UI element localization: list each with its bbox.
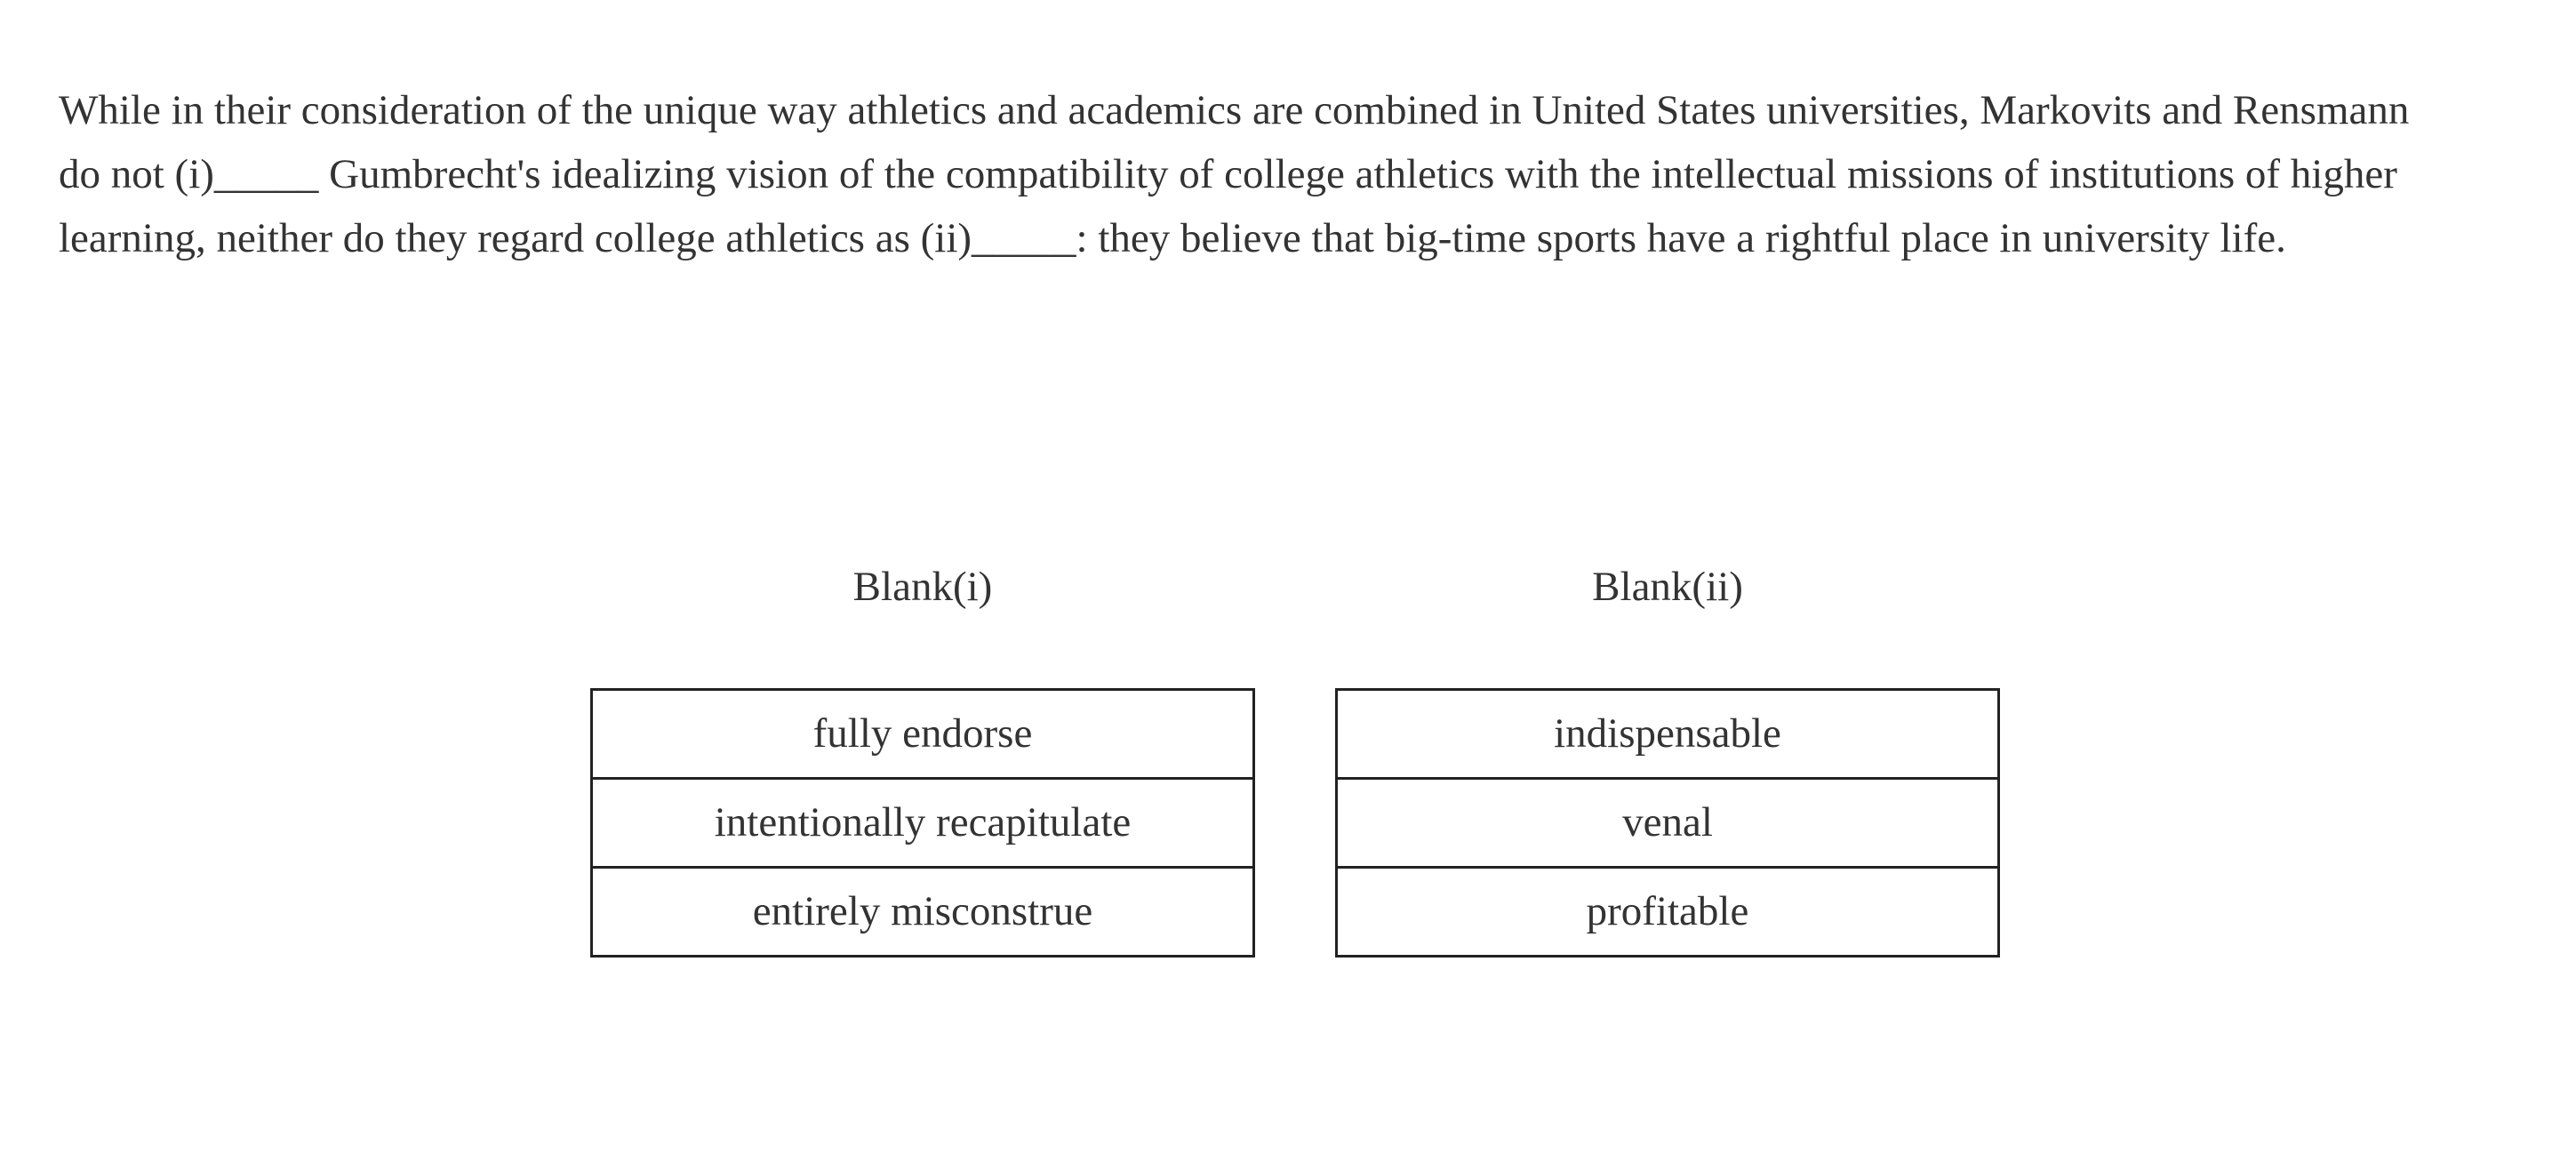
blank-ii-option-3[interactable]: profitable [1338,869,1997,955]
blank-i-option-3[interactable]: entirely misconstrue [593,869,1252,955]
blank-i-column [590,551,1255,958]
blank-i-options [590,688,1255,958]
blank-i-option-1[interactable]: fully endorse [593,691,1252,780]
question-passage: While in their consideration of the unique way athletics and academics are combined in United States universities, Markovits and Rensmann do not (i)_____ Gumbrecht's idealizing vision of the compatibility of college athletics with the intellectual missions of institutions of higher learning, neither do they regard college athletics as (ii)_____: they believe that big-time sports have a rightful place in university life. [59,87,2410,261]
blank-i-label: Blank(i) [852,564,993,610]
blank-i-option-2[interactable]: intentionally recapitulate [593,780,1252,869]
blank-ii-column [1335,551,2000,958]
blank-ii-option-2[interactable]: venal [1338,780,1997,869]
blank-ii-label: Blank(ii) [1592,564,1743,610]
blank-ii-option-1[interactable]: indispensable [1338,691,1997,780]
blank-ii-options [1335,688,2000,958]
